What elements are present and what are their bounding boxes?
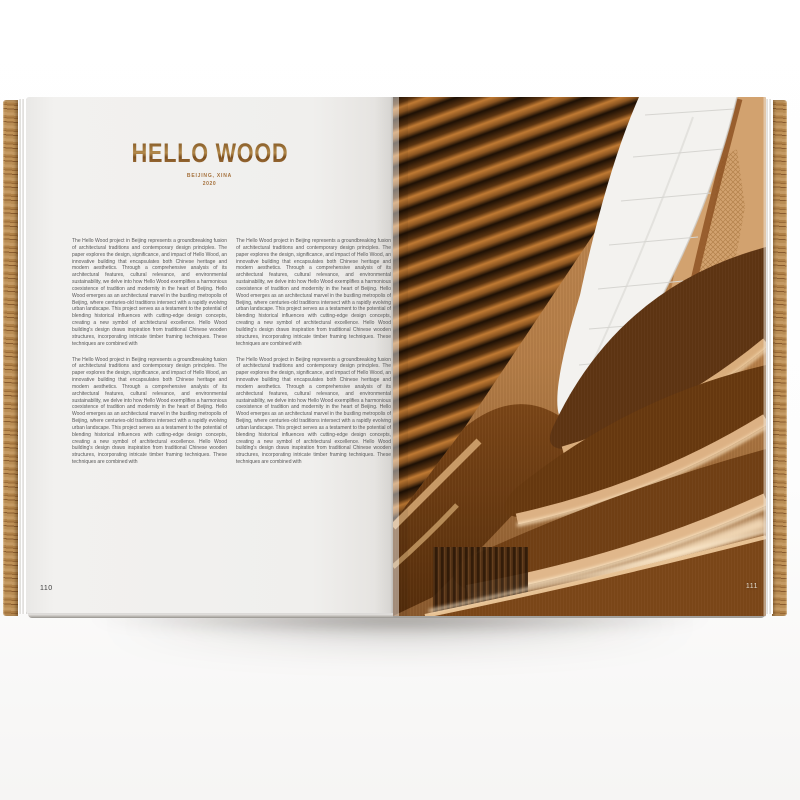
- right-page: [393, 97, 766, 616]
- project-year: 2020: [202, 181, 217, 187]
- text-column-2: [236, 238, 391, 466]
- page-number-right: 111: [745, 583, 758, 590]
- book-shadow: [6, 612, 794, 656]
- book-cover-edge-left: [3, 100, 18, 616]
- left-page: [26, 97, 393, 613]
- atrium-photo: [393, 97, 766, 616]
- page-title: HELLO WOOD: [131, 138, 288, 168]
- body-text-columns: [72, 238, 392, 466]
- body-paragraph: The Hello Wood project in Beijing represents a groundbreaking fusion of architectural traditions and contemporary design principles. The paper explores the design, significance, and impact of Hello Wood, an innovative building that encapsulates both Chinese heritage and modern aesthetics. Through a comprehensive analysis of its architectural features, cultural relevance, and environmental sustainability, we delve into how Hello Wood exemplifies a harmonious coexistence of tradition and modernity in the heart of Beijing. Hello Wood emerges as an architectural marvel in the bustling metropolis of Beijing, where centuries-old traditions intersect with a rapidly evolving urban landscape. This project serves as a testament to the potential of blending historical influences with cutting-edge design concepts, creating a new symbol of architectural excellence. Hello Wood building's design draws inspiration from traditional Chinese wooden structures, incorporating intricate timber framing techniques. These techniques are combined with: [236, 356, 391, 466]
- page-number-left: 110: [40, 585, 53, 592]
- body-paragraph: The Hello Wood project in Beijing represents a groundbreaking fusion of architectural traditions and contemporary design principles. The paper explores the design, significance, and impact of Hello Wood, an innovative building that encapsulates both Chinese heritage and modern aesthetics. Through a comprehensive analysis of its architectural features, cultural relevance, and environmental sustainability, we delve into how Hello Wood exemplifies a harmonious coexistence of tradition and modernity in the heart of Beijing. Hello Wood emerges as an architectural marvel in the bustling metropolis of Beijing, where centuries-old traditions intersect with a rapidly evolving urban landscape. This project serves as a testament to the potential of blending historical influences with cutting-edge design concepts, creating a new symbol of architectural excellence. Hello Wood building's design draws inspiration from traditional Chinese wooden structures, incorporating intricate timber framing techniques. These techniques are combined with: [236, 238, 391, 347]
- book-cover-edge-right: [772, 100, 787, 616]
- body-paragraph: The Hello Wood project in Beijing represents a groundbreaking fusion of architectural traditions and contemporary design principles. The paper explores the design, significance, and impact of Hello Wood, an innovative building that encapsulates both Chinese heritage and modern aesthetics. Through a comprehensive analysis of its architectural features, cultural relevance, and environmental sustainability, we delve into how Hello Wood exemplifies a harmonious coexistence of tradition and modernity in the heart of Beijing. Hello Wood emerges as an architectural marvel in the bustling metropolis of Beijing, where centuries-old traditions intersect with a rapidly evolving urban landscape. This project serves as a testament to the potential of blending historical influences with cutting-edge design concepts, creating a new symbol of architectural excellence. Hello Wood building's design draws inspiration from traditional Chinese wooden structures, incorporating intricate timber framing techniques. These techniques are combined with: [72, 356, 227, 466]
- title-block: [26, 138, 393, 187]
- text-column-1: [72, 238, 227, 466]
- page-edges-right: [765, 99, 773, 614]
- project-location: BEIJING, XINA: [186, 173, 233, 179]
- body-paragraph: The Hello Wood project in Beijing represents a groundbreaking fusion of architectural traditions and contemporary design principles. The paper explores the design, significance, and impact of Hello Wood, an innovative building that encapsulates both Chinese heritage and modern aesthetics. Through a comprehensive analysis of its architectural features, cultural relevance, and environmental sustainability, we delve into how Hello Wood exemplifies a harmonious coexistence of tradition and modernity in the heart of Beijing. Hello Wood emerges as an architectural marvel in the bustling metropolis of Beijing, where centuries-old traditions intersect with a rapidly evolving urban landscape. This project serves as a testament to the potential of blending historical influences with cutting-edge design concepts, creating a new symbol of architectural excellence. Hello Wood building's design draws inspiration from traditional Chinese wooden structures, incorporating intricate timber framing techniques. These techniques are combined with: [72, 238, 227, 347]
